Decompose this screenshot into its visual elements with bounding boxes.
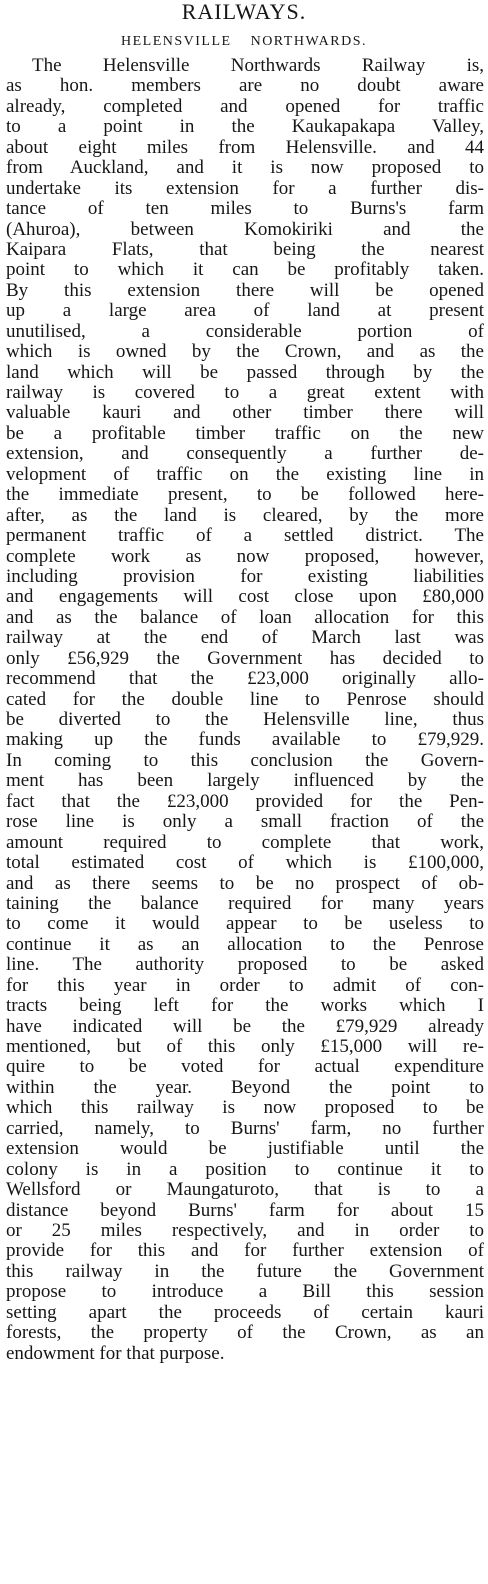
article-line: extension would be justifiable until the xyxy=(6,1138,484,1160)
article-line: In coming to this conclusion the Govern- xyxy=(6,749,484,771)
article-line: complete work as now proposed, however, xyxy=(6,545,484,567)
article-line: propose to introduce a Bill this session xyxy=(6,1281,484,1303)
article-line: within the year. Beyond the point to xyxy=(6,1076,484,1098)
article-line: after, as the land is cleared, by the more xyxy=(6,504,484,526)
article-line: carried, namely, to Burns' farm, no further xyxy=(6,1117,484,1139)
article-line: Wellsford or Maungaturoto, that is to a xyxy=(6,1179,484,1201)
article-line: The Helensville Northwards Railway is, xyxy=(32,55,484,76)
article-line: undertake its extension for a further dis- xyxy=(6,177,484,199)
article-line: colony is in a position to continue it to xyxy=(6,1158,484,1180)
article-line: railway at the end of March last was xyxy=(6,627,484,649)
article-line: tracts being left for the works which I xyxy=(6,995,484,1017)
article-line: amount required to complete that work, xyxy=(6,831,484,853)
article-line: permanent traffic of a settled district. The xyxy=(6,525,484,547)
article-line: velopment of traffic on the existing line in xyxy=(6,463,484,485)
article-line: forests, the property of the Crown, as an xyxy=(6,1322,484,1344)
article-line: endowment for that purpose. xyxy=(6,1342,225,1364)
article-line: By this extension there will be opened xyxy=(6,279,484,301)
article-line: continue it as an allocation to the Penrose xyxy=(6,933,484,955)
article-line: provide for this and for further extension of xyxy=(6,1240,484,1262)
article-line: which this railway is now proposed to be xyxy=(6,1097,484,1119)
article-line: already, completed and opened for traffic xyxy=(6,95,484,117)
article-line: recommend that the £23,000 originally allo- xyxy=(6,668,484,690)
article-title: RAILWAYS. xyxy=(181,0,307,24)
article-line: Kaipara Flats, that being the nearest xyxy=(6,238,484,260)
article-subheading: HELENSVILLE NORTHWARDS. xyxy=(121,34,367,49)
article-line: about eight miles from Helensville. and 44 xyxy=(6,136,484,158)
article-line: to a point in the Kaukapakapa Valley, xyxy=(6,116,484,138)
article-line: extension, and consequently a further de- xyxy=(6,443,484,465)
article-line: including provision for existing liabilities xyxy=(6,565,484,587)
article-line: for this year in order to admit of con- xyxy=(6,974,484,996)
article-line: from Auckland, and it is now proposed to xyxy=(6,157,484,179)
article-line: this railway in the future the Government xyxy=(6,1260,484,1282)
article-line: distance beyond Burns' farm for about 15 xyxy=(6,1199,484,1221)
article-line: valuable kauri and other timber there will xyxy=(6,402,484,424)
article-body xyxy=(6,56,484,1364)
article-line: cated for the double line to Penrose should xyxy=(6,688,484,710)
article-line: and as the balance of loan allocation for this xyxy=(6,606,484,628)
article-line: ment has been largely influenced by the xyxy=(6,770,484,792)
article-line: railway is covered to a great extent with xyxy=(6,382,484,403)
article-line: as hon. members are no doubt aware xyxy=(6,75,484,97)
article-line: only £56,929 the Government has decided to xyxy=(6,647,484,669)
article-line: total estimated cost of which is £100,000, xyxy=(6,852,484,874)
article-line: and engagements will cost close upon £80,000 xyxy=(6,586,484,608)
article-line: or 25 miles respectively, and in order to xyxy=(6,1219,484,1241)
article-line: land which will be passed through by the xyxy=(6,361,484,383)
article-line: tance of ten miles to Burns's farm xyxy=(6,198,484,220)
article-line: rose line is only a small fraction of the xyxy=(6,811,484,833)
article-line: taining the balance required for many years xyxy=(6,892,484,914)
article-line: up a large area of land at present xyxy=(6,300,484,322)
article-line: and as there seems to be no prospect of ob- xyxy=(6,872,484,894)
article-line: be diverted to the Helensville line, thus xyxy=(6,709,484,730)
article-line: the immediate present, to be followed here- xyxy=(6,484,484,506)
article-line: have indicated will be the £79,929 already xyxy=(6,1015,484,1037)
article-line: be a profitable timber traffic on the new xyxy=(6,422,484,444)
article-line: line. The authority proposed to be asked xyxy=(6,954,484,976)
article-line: quire to be voted for actual expenditure xyxy=(6,1056,484,1078)
article-line: unutilised, a considerable portion of xyxy=(6,320,484,342)
article-line: setting apart the proceeds of certain kauri xyxy=(6,1301,484,1323)
article-line: mentioned, but of this only £15,000 will re- xyxy=(6,1036,484,1057)
article-line: point to which it can be profitably taken. xyxy=(6,259,484,281)
article-line: which is owned by the Crown, and as the xyxy=(6,341,484,363)
article-line: (Ahuroa), between Komokiriki and the xyxy=(6,218,484,240)
article-line: making up the funds available to £79,929. xyxy=(6,729,484,751)
article-line: to come it would appear to be useless to xyxy=(6,913,484,935)
article-line: fact that the £23,000 provided for the Pen- xyxy=(6,790,484,812)
